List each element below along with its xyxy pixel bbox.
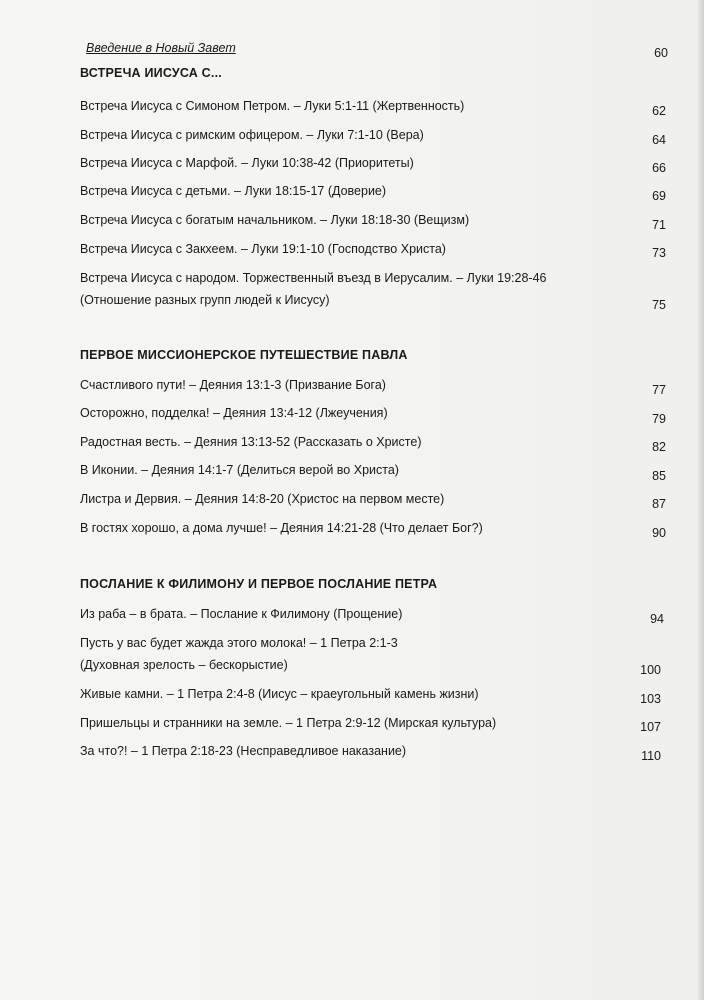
toc-page-number: 82: [652, 440, 666, 454]
toc-entry: Осторожно, подделка! – Деяния 13:4-12 (Лжеучения): [80, 406, 388, 420]
toc-page-number: 107: [640, 720, 661, 734]
toc-entry: Встреча Иисуса с римским офицером. – Луки 7:1-10 (Вера): [80, 128, 424, 142]
toc-page-number: 103: [640, 692, 661, 706]
toc-entry: Счастливого пути! – Деяния 13:1-3 (Призвание Бога): [80, 378, 386, 392]
toc-entry: Встреча Иисуса с народом. Торжественный въезд в Иерусалим. – Луки 19:28-46: [80, 271, 547, 285]
toc-page-number: 69: [652, 189, 666, 203]
toc-entry: Встреча Иисуса с Закхеем. – Луки 19:1-10 (Господство Христа): [80, 242, 446, 256]
toc-page-number: 94: [650, 612, 664, 626]
intro-title: Введение в Новый Завет: [86, 41, 236, 55]
toc-entry: Пришельцы и странники на земле. – 1 Петра 2:9-12 (Мирская культура): [80, 716, 497, 730]
intro-page: 60: [654, 46, 668, 60]
toc-entry: Радостная весть. – Деяния 13:13-52 (Рассказать о Христе): [80, 435, 422, 449]
toc-entry: Из раба – в брата. – Послание к Филимону (Прощение): [80, 607, 403, 621]
toc-page-number: 79: [652, 412, 666, 426]
toc-page-number: 64: [652, 133, 666, 147]
toc-page-number: 73: [652, 246, 666, 260]
toc-page-number: 87: [652, 497, 666, 511]
toc-entry: Встреча Иисуса с детьми. – Луки 18:15-17 (Доверие): [80, 184, 387, 198]
toc-page-number: 71: [652, 218, 666, 232]
section-heading-3: ПОСЛАНИЕ К ФИЛИМОНУ И ПЕРВОЕ ПОСЛАНИЕ ПЕТРА: [80, 577, 438, 591]
toc-page-number: 100: [640, 663, 661, 677]
toc-entry: Встреча Иисуса с Марфой. – Луки 10:38-42 (Приоритеты): [80, 156, 414, 170]
toc-entry: В Иконии. – Деяния 14:1-7 (Делиться верой во Христа): [80, 463, 399, 477]
toc-page-number: 62: [652, 104, 666, 118]
toc-entry: Встреча Иисуса с богатым начальником. – Луки 18:18-30 (Вещизм): [80, 213, 470, 227]
toc-entry: В гостях хорошо, а дома лучше! – Деяния 14:21-28 (Что делает Бог?): [80, 521, 483, 535]
toc-entry-continued: (Духовная зрелость – бескорыстие): [80, 658, 288, 672]
toc-entry: Пусть у вас будет жажда этого молока! – 1 Петра 2:1-3: [80, 636, 398, 650]
toc-page-number: 77: [652, 383, 666, 397]
toc-entry: За что?! – 1 Петра 2:18-23 (Несправедливое наказание): [80, 744, 407, 758]
toc-entry: Живые камни. – 1 Петра 2:4-8 (Иисус – краеугольный камень жизни): [80, 687, 479, 701]
toc-entry-continued: (Отношение разных групп людей к Иисусу): [80, 293, 330, 307]
toc-entry: Встреча Иисуса с Симоном Петром. – Луки 5:1-11 (Жертвенность): [80, 99, 465, 113]
toc-page-number: 75: [652, 298, 666, 312]
page-edge-shadow: [698, 0, 704, 1000]
toc-page-number: 85: [652, 469, 666, 483]
toc-page-number: 90: [652, 526, 666, 540]
toc-page-number: 110: [641, 749, 661, 763]
section-heading-1: ВСТРЕЧА ИИСУСА С...: [80, 66, 222, 80]
section-heading-2: ПЕРВОЕ МИССИОНЕРСКОЕ ПУТЕШЕСТВИЕ ПАВЛА: [80, 348, 408, 362]
toc-page-number: 66: [652, 161, 666, 175]
toc-entry: Листра и Дервия. – Деяния 14:8-20 (Христос на первом месте): [80, 492, 445, 506]
